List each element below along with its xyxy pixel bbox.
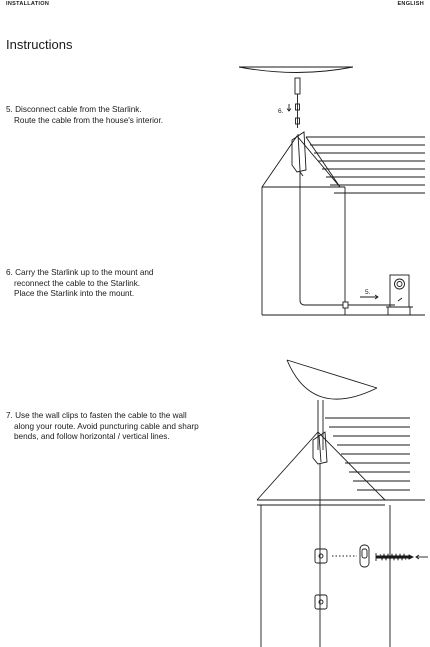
step-line: Carry the Starlink up to the mount and [15,268,154,277]
step-line: Route the cable from the house's interior. [14,115,164,125]
wall-clip [315,595,327,609]
wall-clip [315,549,327,563]
wall-clip-detail [360,545,369,567]
starlink-dish-tilted [287,360,377,399]
step-line: reconnect the cable to the Starlink. [14,278,141,288]
step-line: Place the Starlink into the mount. [14,289,135,299]
step-number: 6. [6,268,13,277]
roof-gable [262,136,340,187]
step-line: bends, and follow horizontal / vertical lines. [14,432,170,442]
step-line: Use the wall clips to fasten the cable to the wall [15,411,187,420]
figure-mount-and-router [239,67,425,315]
page-title: Instructions [6,37,73,52]
figure-wall-clips [257,360,428,647]
section-header: INSTALLATION [6,1,50,7]
step-number: 7. [6,411,13,420]
step-number: 5. [6,105,13,114]
step-6-callout: 6. [278,108,284,115]
step-line: Disconnect cable from the Starlink. [15,105,142,114]
step-5-callout: 5. [365,289,371,296]
step-line: along your route. Avoid puncturing cable and sharp [14,421,199,431]
screw-icon [376,553,413,561]
starlink-dish [239,67,353,73]
router [390,275,409,307]
dish-mast [295,78,300,94]
cable-route [300,170,345,305]
language-label: ENGLISH [397,1,424,7]
